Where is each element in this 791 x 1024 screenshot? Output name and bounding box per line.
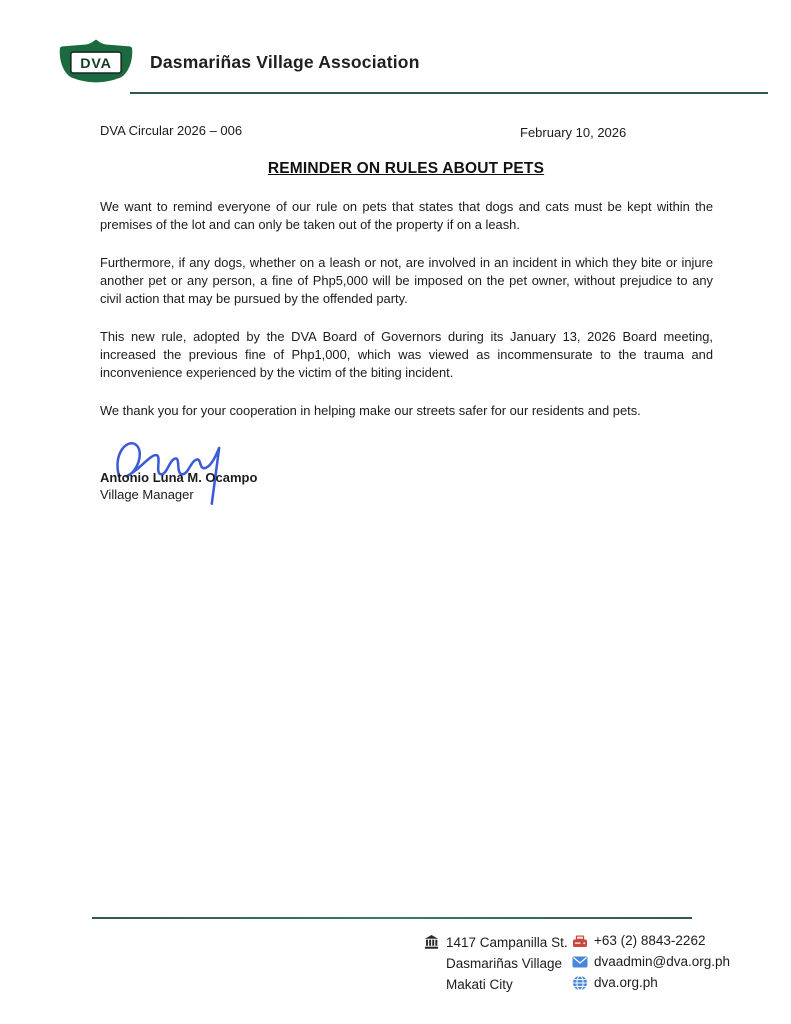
dva-logo — [54, 35, 138, 91]
footer-divider — [92, 917, 692, 919]
email-row — [572, 953, 730, 970]
header-divider — [130, 92, 768, 94]
paragraph-2: Furthermore, if any dogs, whether on a leash or not, are involved in an incident in which they bite or injure another pet or any person, a fine of Php5,000 will be imposed on the pet owner, without prejudice to any civil action that may be pursued by the offended party. — [100, 255, 713, 306]
paragraph-3: This new rule, adopted by the DVA Board of Governors during its January 13, 2026 Board meeting, increased the previous fine of Php1,000, which was viewed as incommensurate to the trauma and inconvenience experienced by the victim of the biting incident. — [100, 329, 713, 380]
document-title: REMINDER ON RULES ABOUT PETS — [267, 160, 545, 177]
globe-icon — [572, 975, 588, 991]
document-date: February 10, 2026 — [520, 125, 627, 140]
footer-contacts — [572, 932, 730, 991]
phone-row — [572, 932, 730, 949]
address-line-3: Makati City — [446, 977, 513, 992]
dva-shield-icon — [54, 35, 138, 91]
website-row — [572, 974, 730, 991]
letter-body — [100, 198, 713, 440]
circular-number: DVA Circular 2026 – 006 — [100, 123, 243, 138]
website-url[interactable]: dva.org.ph — [594, 975, 658, 990]
logo-text: DVA — [80, 56, 112, 73]
paragraph-4: We thank you for your cooperation in helping make our streets safer for our residents and pets. — [100, 403, 641, 418]
address-line-2: Dasmariñas Village — [446, 956, 563, 971]
paragraph-1: We want to remind everyone of our rule on pets that states that dogs and cats must be kept within the premises of the lot and can only be taken out of the property if on a leash. — [100, 199, 713, 232]
org-name: Dasmariñas Village Association — [150, 52, 420, 72]
signer-title: Village Manager — [100, 487, 194, 502]
signature-block — [100, 469, 257, 503]
email-address[interactable]: dvaadmin@dva.org.ph — [594, 954, 731, 969]
address-line-1: 1417 Campanilla St. — [446, 935, 568, 950]
envelope-icon — [572, 954, 588, 970]
phone-icon — [572, 933, 588, 949]
building-icon — [424, 934, 439, 950]
signer-name: Antonio Luna M. Ocampo — [100, 470, 258, 485]
phone-number: +63 (2) 8843-2262 — [594, 933, 706, 948]
footer-address — [424, 932, 568, 995]
